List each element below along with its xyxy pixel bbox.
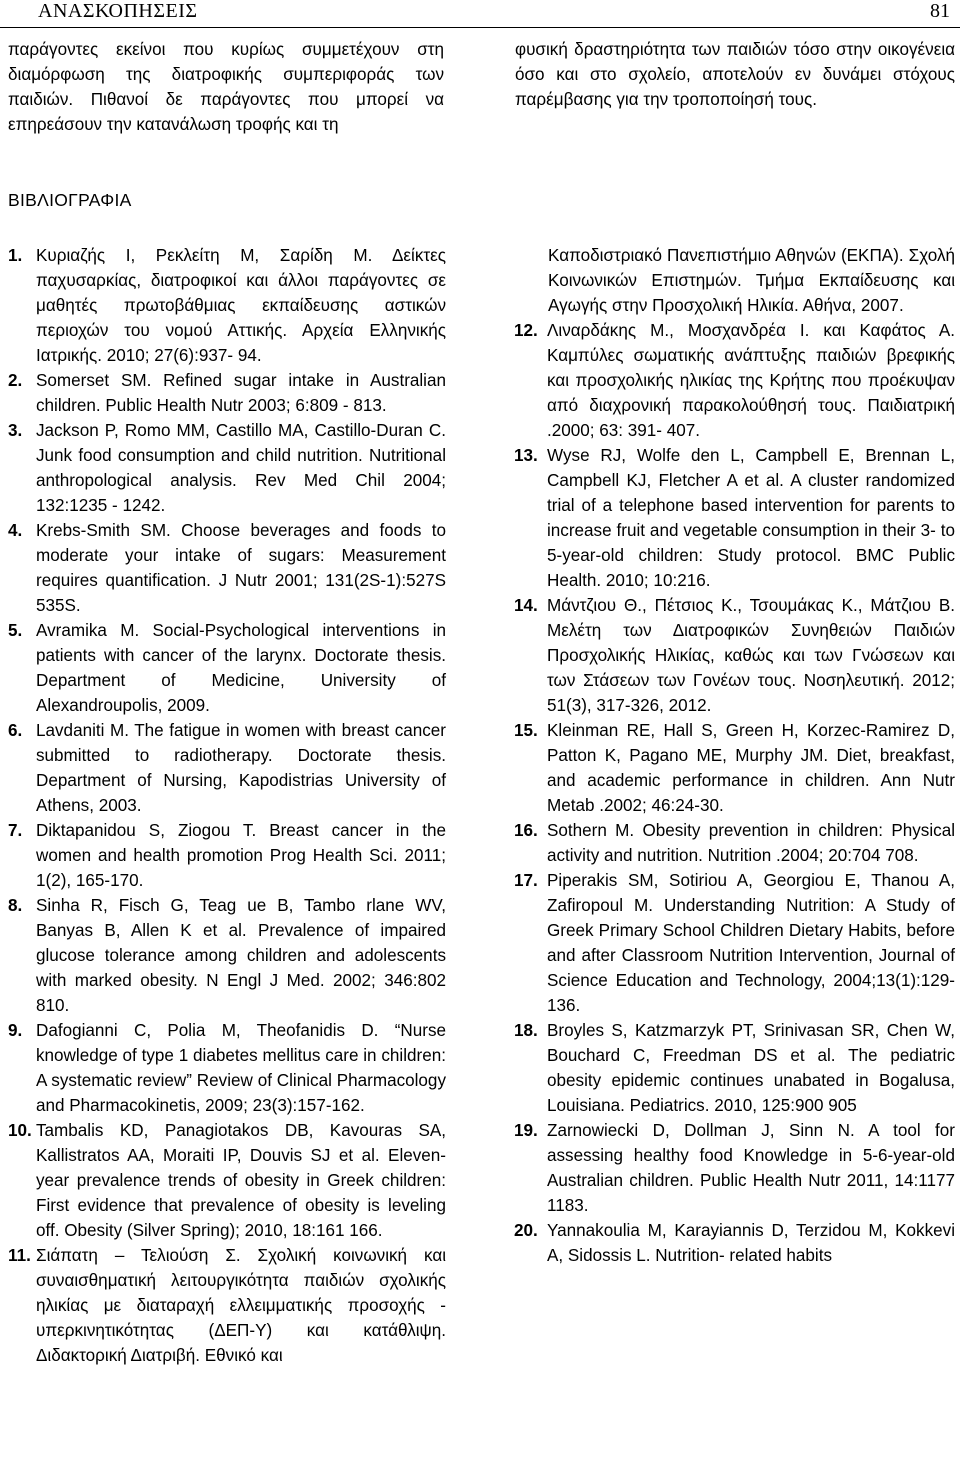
reference-item	[514, 443, 955, 593]
reference-item	[8, 518, 446, 618]
reference-text: Λιναρδάκης Μ., Μοσχανδρέα Ι. και Καφάτος Α. Καμπύλες σωματικής ανάπτυξης παιδιών βρεφικής και προσχολικής ηλικίας της Κρήτης που προέκυψαν από διαχρονική παρακολούθησή τους. Παιδιατρική .2000; 63: 391- 407.	[547, 321, 955, 440]
reference-text: Dafogianni C, Polia M, Theofanidis D. “Nurse knowledge of type 1 diabetes mellitus care in children: A systematic review” Review of Clinical Pharmacology and Pharmacokinetis, 2009; 23(3):157-162.	[36, 1021, 446, 1115]
reference-number: 9.	[8, 1021, 23, 1040]
reference-number: 1.	[8, 246, 23, 265]
reference-item	[8, 1243, 446, 1368]
reference-item	[514, 718, 955, 818]
reference-item	[514, 318, 955, 443]
reference-number: 4.	[8, 521, 23, 540]
reference-number: 3.	[8, 421, 23, 440]
reference-text: Broyles S, Katzmarzyk PT, Srinivasan SR, Chen W, Bouchard C, Freedman DS et al. The pediatric obesity epidemic continues unabated in Bogalusa, Louisiana. Pediatrics. 2010, 125:900 905	[547, 1021, 955, 1115]
reference-text: Avramika M. Social-Psychological interventions in patients with cancer of the larynx. Doctorate thesis. Department of Medicine, University of Alexandroupolis, 2009.	[36, 621, 446, 715]
reference-item	[8, 368, 446, 418]
bibliography-heading: ΒΙΒΛΙΟΓΡΑΦΙΑ	[8, 190, 132, 210]
reference-item	[514, 1118, 955, 1218]
reference-number: 2.	[8, 371, 23, 390]
reference-number: 20.	[514, 1221, 538, 1240]
reference-item	[8, 418, 446, 518]
reference-text: Wyse RJ, Wolfe den L, Campbell E, Brennan L, Campbell KJ, Fletcher A et al. A cluster randomized trial of a telephone based intervention for parents to increase fruit and vegetable consumption in their 3- to 5-year-old children: Study protocol. BMC Public Health. 2010; 10:216.	[547, 446, 955, 590]
intro-left-paragraph: παράγοντες εκείνοι που κυρίως συμμετέχουν στη διαμόρφωση της διατροφικής συμπεριφοράς των παιδιών. Πιθανοί δε παράγοντες που μπορεί να επηρεάσουν την κατανάλωση τροφής και τη	[8, 40, 444, 134]
reference-number: 15.	[514, 721, 538, 740]
reference-number: 10.	[8, 1121, 32, 1140]
reference-text: Μάντζιου Θ., Πέτσιος Κ., Τσουμάκας Κ., Μάτζιου Β. Μελέτη των Διατροφικών Συνηθειών Παιδιών Προσχολικής Ηλικίας, καθώς και των Γνώσεων και των Στάσεων των Γονέων τους. Νοσηλευτική. 2012; 51(3), 317-326, 2012.	[547, 596, 955, 715]
reference-text: Jackson P, Romo MM, Castillo MA, Castillo-Duran C. Junk food consumption and child nutrition. Nutritional anthropological analysis. Rev Med Chil 2004; 132:1235 - 1242.	[36, 421, 446, 515]
reference-text: Krebs-Smith SM. Choose beverages and foods to moderate your intake of sugars: Measurement requires quantification. J Nutr 2001; 131(2S-1):527S 535S.	[36, 521, 446, 615]
reference-number: 11.	[8, 1246, 31, 1265]
reference-number: 18.	[514, 1021, 538, 1040]
page-number: 81	[930, 0, 950, 22]
reference-number: 16.	[514, 821, 538, 840]
reference-continuation: Καποδιστριακό Πανεπιστήμιο Αθηνών (ΕΚΠΑ). Σχολή Κοινωνικών Επιστημών. Τμήμα Εκπαίδευσης και Αγωγής στην Προσχολική Ηλικία. Αθήνα, 2007.	[548, 246, 955, 315]
reference-text: Diktapanidou S, Ziogou T. Breast cancer in the women and health promotion Prog Health Sci. 2011; 1(2), 165-170.	[36, 821, 446, 890]
reference-item	[8, 618, 446, 718]
reference-number: 13.	[514, 446, 538, 465]
reference-text: Tambalis KD, Panagiotakos DB, Kavouras SA, Kallistratos AA, Moraiti IP, Douvis SJ et al. Eleven-year prevalence trends of obesity in Greek children: First evidence that prevalence of obesity is leveling off. Obesity (Silver Spring); 2010, 18:161 166.	[36, 1121, 446, 1240]
reference-text: Piperakis SM, Sotiriou A, Georgiou E, Thanou A, Zafiropoul M. Understanding Nutrition: A Study of Greek Primary School Children Dietary Habits, before and after Classroom Nutrition Intervention, Journal of Science Education and Technology, 2004;13(1):129-136.	[547, 871, 955, 1015]
reference-number: 14.	[514, 596, 538, 615]
reference-number: 5.	[8, 621, 23, 640]
intro-right-paragraph: φυσική δραστηριότητα των παιδιών τόσο στην οικογένεια όσο και στο σχολείο, αποτελούν εν δυνάμει στόχους παρέμβασης για την τροποποίησή τους.	[515, 40, 955, 109]
reference-item	[514, 868, 955, 1018]
reference-item	[514, 818, 955, 868]
reference-text: Κυριαζής Ι, Ρεκλείτη Μ, Σαρίδη Μ. Δείκτες παχυσαρκίας, διατροφικοί και άλλοι παράγοντες σε μαθητές πρωτοβάθμιας εκπαίδευσης αστικών περιοχών του νομού Αττικής. Αρχεία Ελληνικής Ιατρικής. 2010; 27(6):937- 94.	[36, 246, 446, 365]
reference-item	[8, 718, 446, 818]
header-divider	[0, 27, 960, 28]
reference-number: 19.	[514, 1121, 538, 1140]
reference-item	[8, 818, 446, 893]
reference-item	[514, 593, 955, 718]
reference-text: Zarnowiecki D, Dollman J, Sinn N. A tool for assessing healthy food Knowledge in 5-6-year-old Australian children. Public Health Nutr 2011, 14:1177 1183.	[547, 1121, 955, 1215]
reference-item	[514, 1218, 955, 1268]
reference-text: Σιάπατη – Τελιούση Σ. Σχολική κοινωνική και συναισθηματική λειτουργικότητα παιδιών σχολικής ηλικίας με διαταραχή ελλειμματικής προσοχής - υπερκινητικότητας (ΔΕΠ-Υ) και κατάθλιψη. Διδακτορική Διατριβή. Εθνικό και	[36, 1246, 446, 1365]
reference-item	[8, 1018, 446, 1118]
reference-text: Lavdaniti M. The fatigue in women with breast cancer submitted to radiotherapy. Doctorate thesis. Department of Nursing, Kapodistrias University of Athens, 2003.	[36, 721, 446, 815]
journal-section-header: ΑΝΑΣΚΟΠΗΣΕΙΣ	[38, 0, 198, 22]
reference-item	[8, 893, 446, 1018]
reference-item	[8, 1118, 446, 1243]
reference-text: Somerset SM. Refined sugar intake in Australian children. Public Health Nutr 2003; 6:809 - 813.	[36, 371, 446, 415]
reference-number: 7.	[8, 821, 23, 840]
reference-item	[514, 1018, 955, 1118]
references-right-column	[514, 243, 955, 1268]
reference-number: 8.	[8, 896, 23, 915]
reference-text: Sothern M. Obesity prevention in children: Physical activity and nutrition. Nutrition .2004; 20:704 708.	[547, 821, 955, 865]
reference-text: Sinha R, Fisch G, Teag ue B, Tambo rlane WV, Banyas B, Allen K et al. Prevalence of impaired glucose tolerance among children and adolescents with marked obesity. N Engl J Med. 2002; 346:802 810.	[36, 896, 446, 1015]
reference-number: 6.	[8, 721, 23, 740]
reference-number: 17.	[514, 871, 538, 890]
reference-text: Kleinman RE, Hall S, Green H, Korzec-Ramirez D, Patton K, Pagano ME, Murphy JM. Diet, breakfast, and academic performance in children. Ann Nutr Metab .2002; 46:24-30.	[547, 721, 955, 815]
reference-number: 12.	[514, 321, 538, 340]
reference-text: Yannakoulia M, Karayiannis D, Terzidou M, Kokkevi A, Sidossis L. Nutrition- related habits	[547, 1221, 955, 1265]
references-left-column	[8, 243, 446, 1368]
reference-item	[8, 243, 446, 368]
